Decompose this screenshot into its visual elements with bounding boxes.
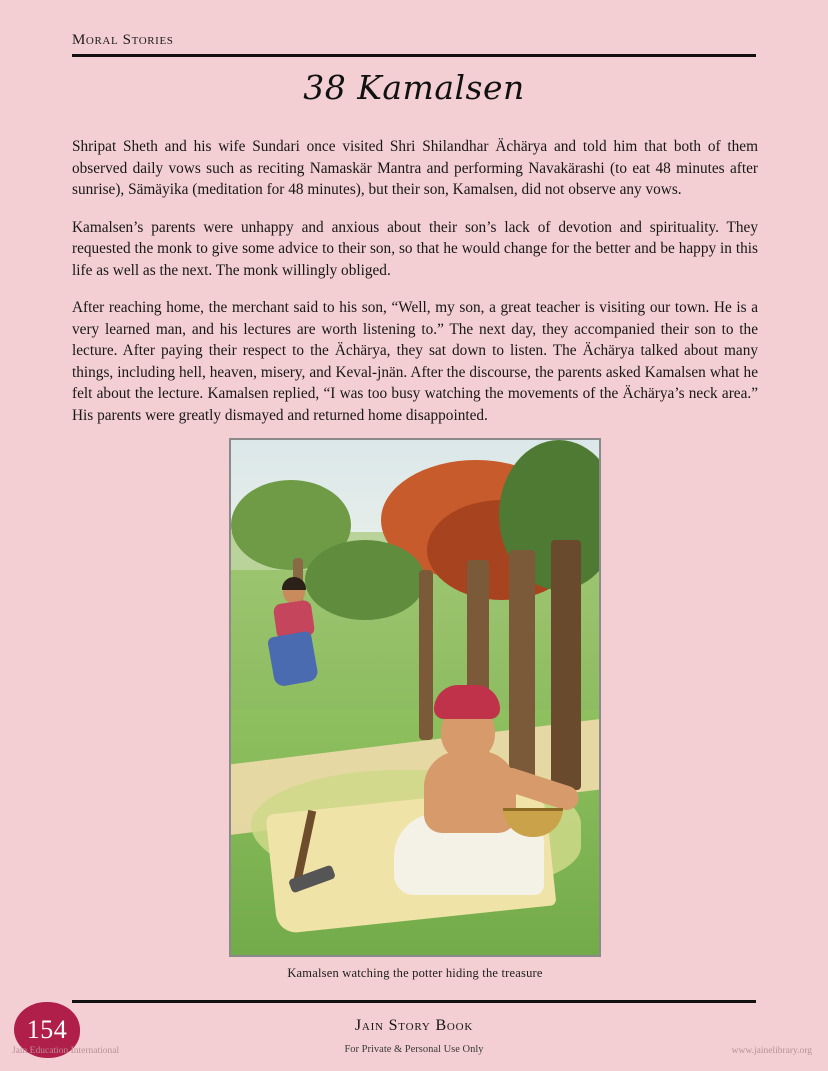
footer-left-credit: Jain Education International xyxy=(12,1046,120,1056)
footer-book-title: Jain Story Book xyxy=(354,1017,474,1034)
boy-trousers xyxy=(267,631,319,688)
page-title: 38 Kamalsen xyxy=(303,68,525,107)
tree-trunk xyxy=(551,540,581,790)
paragraph: Shripat Sheth and his wife Sundari once visited Shri Shilandhar Ächärya and told him that both of them observed daily vows such as reciting Namaskär Mantra and performing Navakärashi (to eat 48 minutes after sunrise), Sämäyika (meditation for 48 minutes), but their son, Kamalsen, did not observe any vows. xyxy=(72,138,758,198)
footer-rule xyxy=(72,1000,756,1003)
potter-turban xyxy=(434,685,500,719)
page-number-badge: 154 xyxy=(14,1002,80,1058)
header-rule xyxy=(72,54,756,57)
running-head: Moral Stories xyxy=(72,32,174,48)
figure-caption: Kamalsen watching the potter hiding the treasure xyxy=(287,966,543,980)
page-header xyxy=(72,32,756,57)
potter-figure xyxy=(406,685,526,875)
footer-usage-note: For Private & Personal Use Only xyxy=(344,1044,484,1055)
paragraph: Kamalsen’s parents were unhappy and anxious about their son’s lack of devotion and spirituality. They requested the monk to give some advice to their son, so that he would change for the better and be happy in this life as well as the next. The monk willingly obliged. xyxy=(72,218,758,279)
paragraph: After reaching home, the merchant said to his son, “Well, my son, a great teacher is visiting our town. He is a very learned man, and his lectures are worth listening to.” The next day, they accompanied their son to the lecture. After paying their respect to the Ächärya, they sat down to listen. The Ächärya talked about many things, including hell, heaven, misery, and Keval-jnän. After the discourse, the parents asked Kamalsen what he felt about the lecture. Kamalsen replied, “I was too busy watching the movements of the Ächärya’s neck area.” His parents were greatly dismayed and returned home disappointed. xyxy=(72,299,758,424)
illustration-image xyxy=(229,438,601,957)
body-text xyxy=(72,136,758,442)
potter-torso xyxy=(424,751,516,833)
tree-canopy xyxy=(305,540,425,620)
boy-figure xyxy=(269,580,323,690)
illustration-figure xyxy=(229,438,601,981)
footer-right-credit[interactable]: www.jainelibrary.org xyxy=(731,1046,812,1056)
